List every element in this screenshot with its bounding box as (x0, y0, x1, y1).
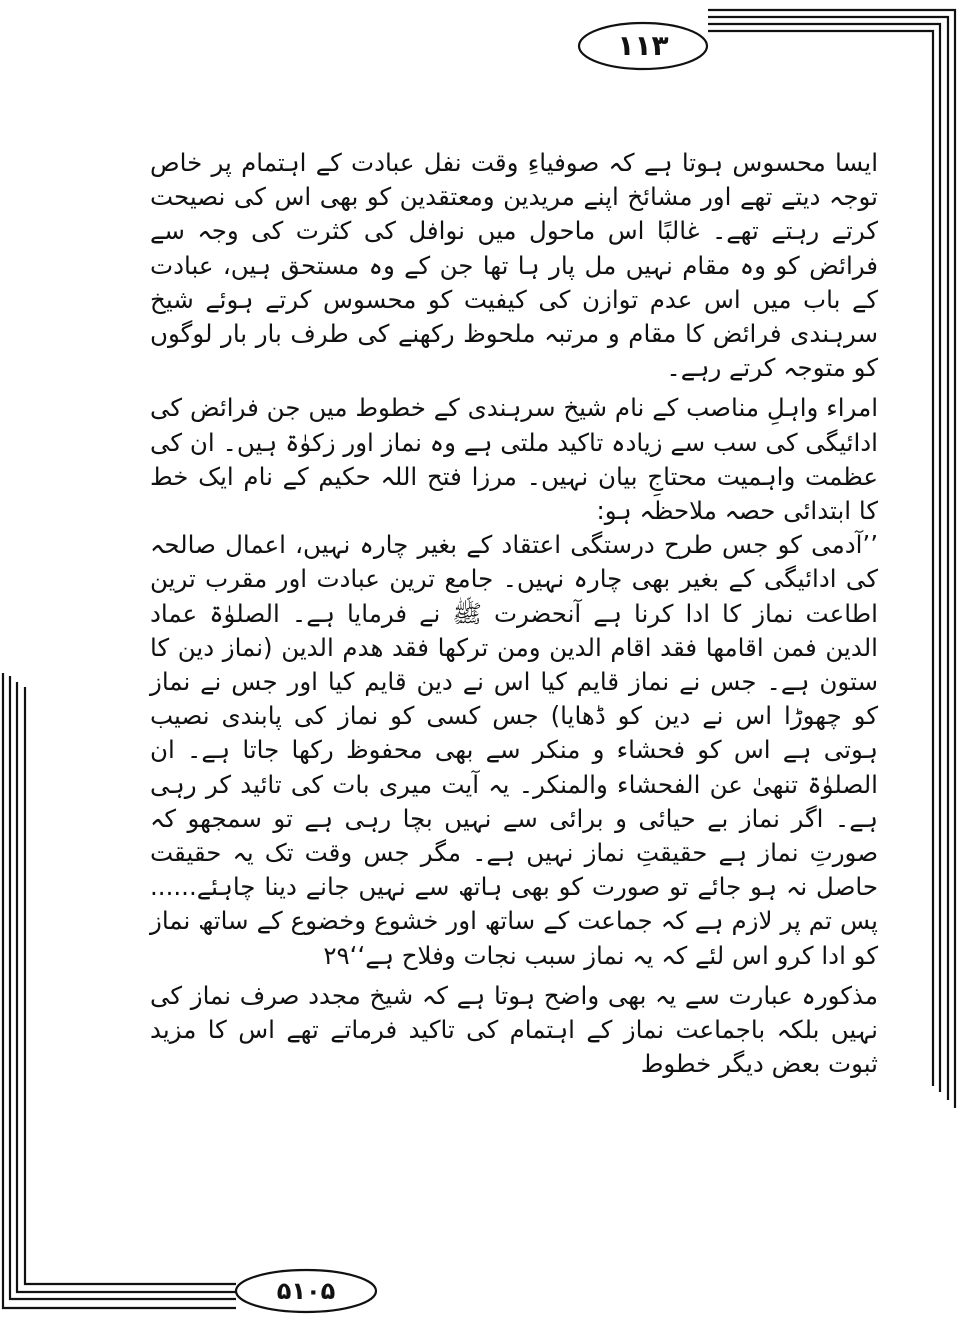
page-number: ۱۱۳ (617, 29, 669, 62)
footer-reference: ۵۱۰۵ (276, 1277, 336, 1305)
paragraph-1: ایسا محسوس ہوتا ہے کہ صوفیاءِ وقت نفل عبادت کے اہتمام پر خاص توجہ دیتے تھے اور مشائخ اپنے مریدین ومعتقدین کو بھی اس کی نصیحت کرتے رہتے تھے۔ غالبًا اس ماحول میں نوافل کی کثرت کی وجہ سے فرائض کو وہ مقام نہیں مل پار ہا تھا جن کے وہ مستحق ہیں، عبادت کے باب میں اس عدم توازن کی کیفیت کو محسوس کرتے ہوئے شیخ سرہندی فرائض کا مقام و مرتبہ ملحوظ رکھنے کی طرف بار بار لوگوں کو متوجہ کرتے رہے۔ (150, 148, 878, 383)
paragraph-2: امراء واہلِ مناصب کے نام شیخ سرہندی کے خطوط میں جن فرائض کی ادائیگی کی سب سے زیادہ تاکید ملتی ہے وہ نماز اور زکوٰۃ ہیں۔ ان کی عظمت واہمیت محتاجِ بیان نہیں۔ مرزا فتح اللہ حکیم کے نام ایک خط کا ابتدائی حصہ ملاحظہ ہو: (150, 393, 878, 526)
main-text (150, 146, 878, 1081)
quoted-letter: ’’آدمی کو جس طرح درستگی اعتقاد کے بغیر چارہ نہیں، اعمال صالحہ کی ادائیگی کے بغیر بھی چارہ نہیں۔ جامع ترین عبادت اور مقرب ترین اطاعت نماز کا ادا کرنا ہے آنحضرت ﷺ نے فرمایا ہے۔ الصلوٰۃ عماد الدین فمن اقامها فقد اقام الدین ومن ترکها فقد هدم الدین (نماز دین کا ستون ہے۔ جس نے نماز قایم کیا اس نے دین قایم کیا اور جس نے نماز کو چھوڑا اس نے دین کو ڈھایا) جس کسی کو نماز کی پابندی نصیب ہوتی ہے اس کو فحشاء و منکر سے بھی محفوظ رکھا جاتا ہے۔ ان الصلوٰۃ تنهیٰ عن الفحشاء والمنکر۔ یہ آیت میری بات کی تائید کر رہی ہے۔ اگر نماز بے حیائی و برائی سے نہیں بچا رہی ہے تو سمجھو کہ صورتِ نماز ہے حقیقتِ نماز نہیں ہے۔ مگر جس وقت تک یہ حقیقت حاصل نہ ہو جائے تو صورت کو بھی ہاتھ سے نہیں جانے دینا چاہئے...... پس تم پر لازم ہے کہ جماعت کے ساتھ اور خشوع وخضوع کے ساتھ نماز کو ادا کرو اس لئے کہ یہ نماز سبب نجات وفلاح ہے‘‘۲۹ (150, 530, 878, 970)
paragraph-4: مذکورہ عبارت سے یہ بھی واضح ہوتا ہے کہ شیخ مجدد صرف نماز کی نہیں بلکہ باجماعت نماز کے اہتمام کی تاکید فرماتے تھے اس کا مزید ثبوت بعض دیگر خطوط (150, 980, 878, 1079)
